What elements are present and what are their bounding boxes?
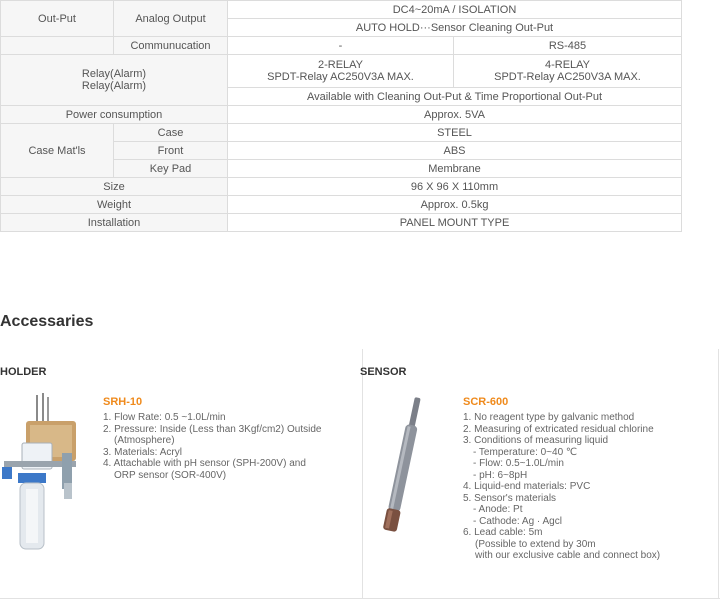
accessories-heading: Accessaries (0, 313, 94, 330)
list-item: - Flow: 0.5~1.0L/min (473, 458, 564, 469)
relay-note: Available with Cleaning Out-Put & Time Proportional Out-Put (228, 88, 682, 106)
bottom-border (0, 598, 720, 599)
communication-label: Communucation (114, 37, 228, 55)
front-value: ABS (228, 142, 682, 160)
relay-label (1, 55, 228, 106)
list-item: (Possible to extend by 30m (475, 538, 596, 550)
communication-value-b: RS-485 (454, 37, 682, 55)
list-item: (Atmosphere) (114, 435, 175, 446)
list-item: - Anode: Pt (473, 504, 523, 515)
relay-label-line2: Relay(Alarm) (81, 80, 147, 92)
sensor-product-name: SCR-600 (463, 396, 509, 408)
holder-product-name: SRH-10 (103, 396, 143, 408)
power-label: Power consumption (1, 106, 228, 124)
case-mat-label: Case Mat'ls (1, 124, 114, 178)
communication-value-a: - (228, 37, 454, 55)
list-item: 3. Materials: Acryl (103, 446, 182, 458)
power-value: Approx. 5VA (228, 106, 682, 124)
weight-label: Weight (1, 196, 228, 214)
size-label: Size (1, 178, 228, 196)
column-divider (362, 349, 363, 599)
list-item: 4. Liquid-end materials: PVC (463, 481, 591, 492)
holder-spec-list (103, 412, 353, 481)
relay-b-line2: SPDT-Relay AC250V3A MAX. (494, 71, 641, 83)
keypad-value: Membrane (228, 160, 682, 178)
list-item: ORP sensor (SOR-400V) (114, 469, 227, 481)
analog-hold-value: AUTO HOLD···Sensor Cleaning Out-Put (228, 19, 682, 37)
list-item: 4. Attachable with pH sensor (SPH-200V) and (103, 458, 306, 469)
analog-output-label: Analog Output (114, 1, 228, 37)
relay-b-line1: 4-RELAY (544, 59, 591, 71)
relay-value-a (228, 55, 454, 88)
out-put-spacer (1, 37, 114, 55)
spec-table (0, 0, 682, 232)
list-item: 2. Pressure: Inside (Less than 3Kgf/cm2) Outside (103, 423, 322, 435)
relay-label-line1: Relay(Alarm) (81, 68, 147, 80)
list-item: 2. Measuring of extricated residual chlorine (463, 423, 654, 435)
installation-label: Installation (1, 214, 228, 232)
relay-value-b (454, 55, 682, 88)
sensor-spec-list (463, 412, 713, 562)
list-item: 6. Lead cable: 5m (463, 527, 543, 538)
case-value: STEEL (228, 124, 682, 142)
list-item: - Temperature: 0~40 ℃ (473, 446, 578, 458)
holder-section-title: HOLDER (0, 366, 47, 378)
list-item: - pH: 6~8pH (473, 469, 528, 481)
relay-a-line2: SPDT-Relay AC250V3A MAX. (267, 71, 414, 83)
list-item: with our exclusive cable and connect box) (475, 550, 661, 561)
front-label: Front (114, 142, 228, 160)
keypad-label: Key Pad (114, 160, 228, 178)
relay-a-line1: 2-RELAY (317, 59, 364, 71)
list-item: - Cathode: Ag · Agcl (473, 515, 562, 527)
list-item: 3. Conditions of measuring liquid (463, 435, 609, 446)
out-put-label: Out-Put (1, 1, 114, 37)
analog-output-value: DC4~20mA / ISOLATION (228, 1, 682, 19)
size-value: 96 X 96 X 110mm (228, 178, 682, 196)
installation-value: PANEL MOUNT TYPE (228, 214, 682, 232)
weight-value: Approx. 0.5kg (228, 196, 682, 214)
holder-image (0, 393, 88, 553)
list-item: 1. No reagent type by galvanic method (463, 412, 635, 423)
case-label: Case (114, 124, 228, 142)
list-item: 1. Flow Rate: 0.5 ~1.0L/min (103, 412, 226, 423)
sensor-image (372, 396, 432, 548)
list-item: 5. Sensor's materials (463, 492, 557, 504)
sensor-section-title: SENSOR (360, 366, 407, 378)
right-border (718, 349, 719, 599)
